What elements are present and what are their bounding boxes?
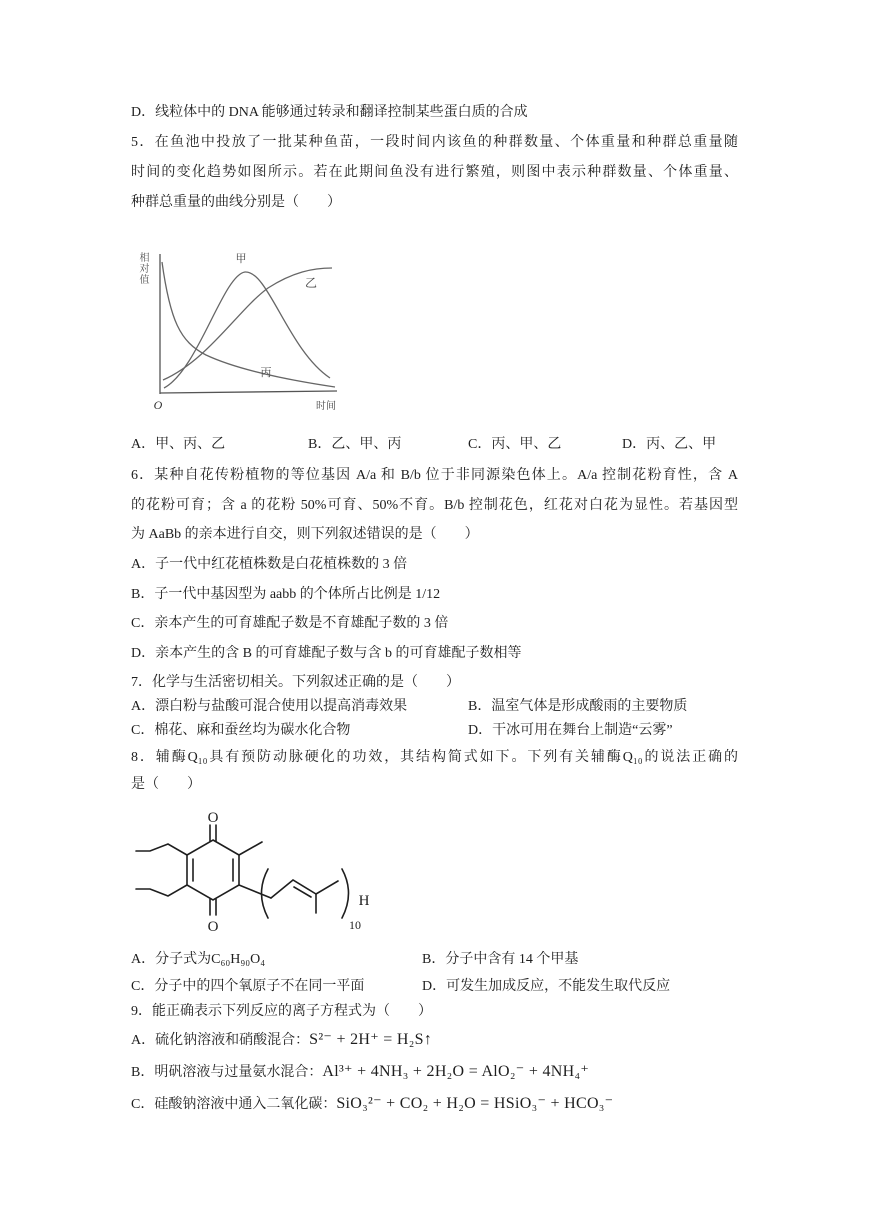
q9-option-a	[131, 1028, 432, 1052]
q7-stem: 7．化学与生活密切相关。下列叙述正确的是（ ）	[131, 675, 460, 690]
q4-option-d: D．线粒体中的 DNA 能够通过转录和翻译控制某些蛋白质的合成	[131, 105, 528, 120]
q6-stem-line-2: 的花粉可育；含 a 的花粉 50%可育、50%不育。B/b 控制花色，红花对白花为显性。若基因型	[131, 498, 738, 513]
q6-option-b: B．子一代中基因型为 aabb 的个体所占比例是 1/12	[131, 587, 441, 602]
q9-option-c-equation: SiO₃²⁻ + CO₂ + H₂O = HSiO₃⁻ + HCO₃⁻	[336, 1095, 614, 1112]
q8-option-a: A．分子式为C₆₀H₉₀O₄	[131, 952, 266, 967]
q6-stem-line-3: 为 AaBb 的亲本进行自交，则下列叙述错误的是（ ）	[131, 527, 479, 542]
q5-option-c: C．丙、甲、乙	[468, 437, 562, 452]
q9-stem: 9．能正确表示下列反应的离子方程式为（ ）	[131, 1004, 432, 1019]
q9-option-b-equation: Al³⁺ + 4NH₃ + 2H₂O = AlO₂⁻ + 4NH₄⁺	[322, 1063, 590, 1080]
left-parenthesis	[262, 869, 269, 918]
q5-figure-y-label: 相对值	[137, 252, 148, 285]
q6-stem-line-1: 6．某种自花传粉植物的等位基因 A/a 和 B/b 位于非同源染色体上。A/a 控制花粉育性，含 A	[131, 468, 738, 483]
q9-option-c-label: C．硅酸钠溶液中通入二氧化碳：	[131, 1097, 337, 1112]
repeat-count: 10	[349, 918, 361, 932]
q6-option-a: A．子一代中红花植株数是白花植株数的 3 倍	[131, 557, 408, 572]
q8-stem-line-1: 8．辅酶Q₁₀具有预防动脉硬化的功效，其结构简式如下。下列有关辅酶Q₁₀的说法正确的	[131, 750, 738, 765]
terminal-hydrogen: H	[358, 893, 370, 909]
quinone-ring	[187, 840, 239, 900]
bottom-carbonyl-oxygen: O	[207, 919, 219, 935]
q9-option-c	[131, 1092, 613, 1116]
q8-option-c: C．分子中的四个氧原子不在同一平面	[131, 979, 365, 994]
q9-option-b-label: B．明矾溶液与过量氨水混合：	[131, 1065, 323, 1080]
q8-option-b: B．分子中含有 14 个甲基	[422, 952, 579, 967]
x-axis	[160, 391, 337, 393]
top-carbonyl-oxygen: O	[207, 810, 219, 826]
q8-stem-line-2: 是（ ）	[131, 777, 201, 792]
q7-option-b: B．温室气体是形成酸雨的主要物质	[468, 699, 688, 714]
q5-option-d: D．丙、乙、甲	[622, 437, 717, 452]
coenzyme-q10-structure	[128, 805, 388, 950]
q5-option-b: B．乙、甲、丙	[308, 437, 402, 452]
q5-stem-line-3: 种群总重量的曲线分别是（ ）	[131, 195, 341, 210]
curve-label-jia: 甲	[235, 253, 247, 265]
q9-option-b	[131, 1060, 589, 1084]
q7-option-d: D．干冰可用在舞台上制造“云雾”	[468, 723, 673, 738]
q7-option-c: C．棉花、麻和蚕丝均为碳水化合物	[131, 723, 351, 738]
q5-stem-line-1: 5．在鱼池中投放了一批某种鱼苗，一段时间内该鱼的种群数量、个体重量和种群总重量随	[131, 135, 738, 150]
right-parenthesis	[342, 869, 349, 918]
q5-option-a: A．甲、丙、乙	[131, 437, 226, 452]
q6-option-d: D．亲本产生的含 B 的可育雄配子数与含 b 的可育雄配子数相等	[131, 646, 522, 661]
q5-stem-line-2: 时间的变化趋势如图所示。若在此期间鱼没有进行繁殖，则图中表示种群数量、个体重量、	[131, 165, 738, 180]
q9-option-a-equation: S²⁻ + 2H⁺ = H₂S↑	[309, 1031, 433, 1048]
x-axis-label: 时间	[316, 401, 336, 412]
curve-label-yi: 乙	[304, 276, 318, 290]
q6-option-c: C．亲本产生的可育雄配子数是不育雄配子数的 3 倍	[131, 616, 449, 631]
origin-label: O	[153, 398, 163, 412]
curve-label-bing: 丙	[260, 367, 272, 379]
q9-option-a-label: A．硫化钠溶液和硝酸混合：	[131, 1033, 310, 1048]
q7-option-a: A．漂白粉与盐酸可混合使用以提高消毒效果	[131, 699, 408, 714]
q5-curve-figure	[128, 240, 348, 420]
q8-option-d: D．可发生加成反应，不能发生取代反应	[422, 979, 671, 994]
